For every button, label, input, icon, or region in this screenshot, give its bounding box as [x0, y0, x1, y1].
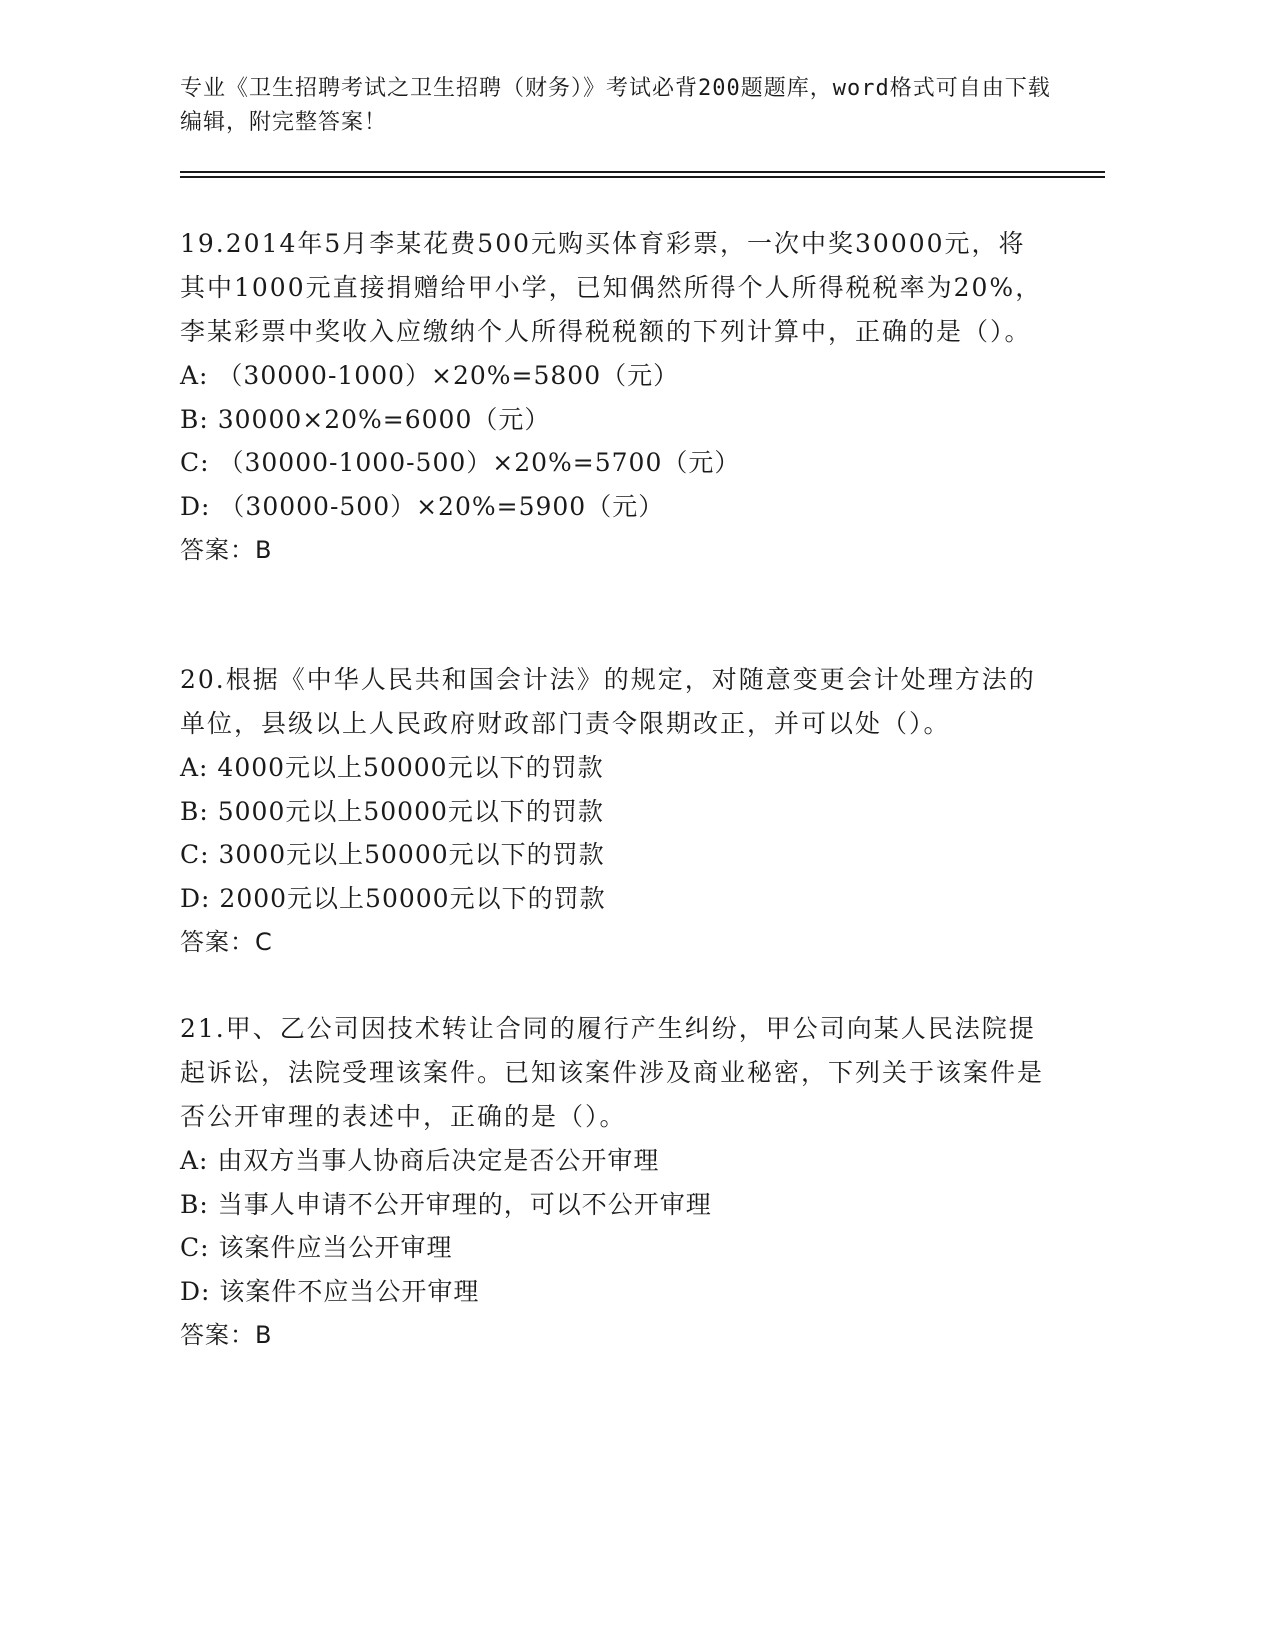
option-a: A: （30000-1000）×20%=5800（元）	[180, 361, 680, 390]
option-a: A: 4000元以上50000元以下的罚款	[180, 753, 604, 782]
answer: 答案：B	[180, 1321, 273, 1349]
option-b: B: 5000元以上50000元以下的罚款	[180, 796, 604, 826]
option-c: C: 3000元以上50000元以下的罚款	[180, 840, 605, 869]
question-text: 20.根据《中华人民共和国会计法》的规定，对随意变更会计处理方法的单位，县级以上人民政府财政部门责令限期改正，并可以处（）。	[180, 665, 1036, 738]
header-divider-top	[180, 171, 1105, 173]
option-b: B: 30000×20%=6000（元）	[180, 404, 551, 434]
option-a: A: 由双方当事人协商后决定是否公开审理	[180, 1146, 660, 1175]
question-text: 21.甲、乙公司因技术转让合同的履行产生纠纷，甲公司向某人民法院提起诉讼，法院受理该案件。已知该案件涉及商业秘密，下列关于该案件是否公开审理的表述中，正确的是（）。	[180, 1014, 1045, 1131]
option-d: D: 该案件不应当公开审理	[180, 1276, 480, 1306]
option-d: D: 2000元以上50000元以下的罚款	[180, 883, 606, 913]
answer: 答案：C	[180, 928, 273, 956]
option-c: C: 该案件应当公开审理	[180, 1233, 453, 1262]
option-d: D: （30000-500）×20%=5900（元）	[180, 491, 665, 521]
question-20	[180, 658, 1050, 964]
question-21	[180, 1007, 1050, 1357]
header-divider-bottom	[180, 176, 1105, 178]
question-19	[180, 222, 1050, 572]
option-c: C: （30000-1000-500）×20%=5700（元）	[180, 448, 741, 477]
question-text: 19.2014年5月李某花费500元购买体育彩票，一次中奖30000元，将其中1000元直接捐赠给甲小学，已知偶然所得个人所得税税率为20%，李某彩票中奖收入应缴纳个人所得税税额的下列计算中，正确的是（）。	[180, 229, 1043, 346]
document-header: 专业《卫生招聘考试之卫生招聘（财务）》考试必背200题题库，word格式可自由下载编辑，附完整答案！	[180, 76, 1051, 135]
option-b: B: 当事人申请不公开审理的，可以不公开审理	[180, 1189, 712, 1219]
answer: 答案：B	[180, 536, 273, 564]
